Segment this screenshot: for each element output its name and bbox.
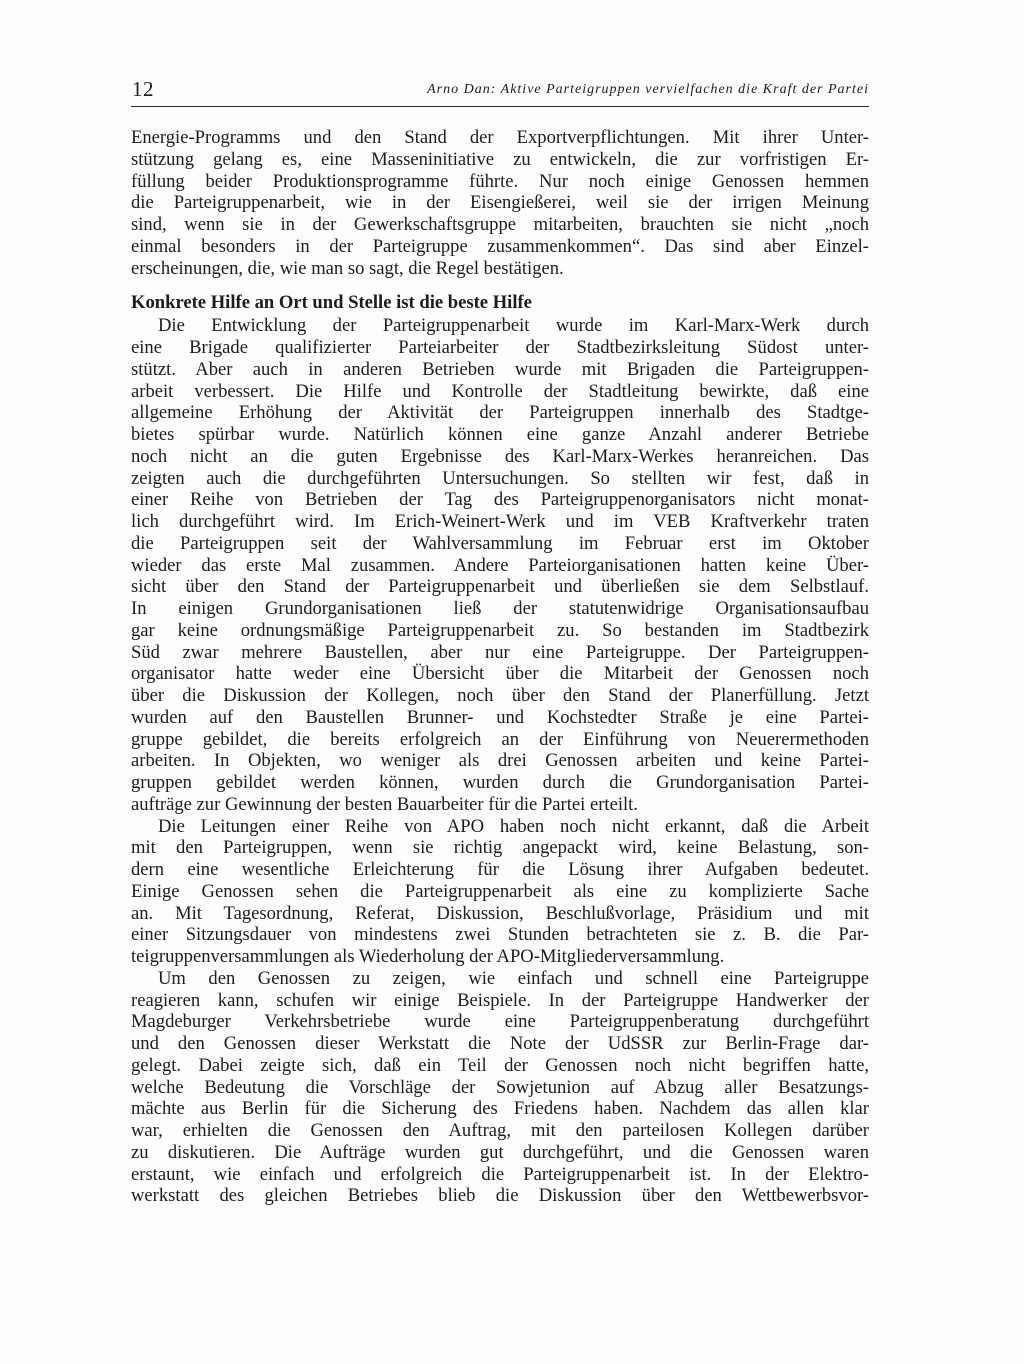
text-line: gruppe gebildet, die bereits erfolgreich an der Einführung von Neuerermethoden [131,728,869,750]
text-line: wieder das erste Mal zusammen. Andere Parteiorganisationen hatten keine Über- [131,554,869,576]
text-line: erscheinungen, die, wie man so sagt, die Regel bestätigen. [131,257,564,279]
text-line: welche Bedeutung die Vorschläge der Sowjetunion auf Abzug aller Besatzungs- [131,1076,869,1098]
text-line: dern eine wesentliche Erleichterung für die Lösung ihrer Aufgaben bedeutet. [131,859,869,880]
text-line: In einigen Grundorganisationen ließ der statutenwidrige Organisationsaufbau [131,598,869,619]
text-line: Um den Genossen zu zeigen, wie einfach und schnell eine Parteigruppe [158,967,869,989]
text-line: Süd zwar mehrere Baustellen, aber nur eine Parteigruppe. Der Parteigruppen- [131,641,869,663]
text-line: über die Diskussion der Kollegen, noch über den Stand der Planerfüllung. Jetzt [131,685,869,706]
text-line: teigruppenversammlungen als Wiederholung der APO-Mitgliederversammlung. [131,946,725,967]
text-line: war, erhielten die Genossen den Auftrag, mit den parteilosen Kollegen darüber [131,1120,869,1141]
text-line: einer Reihe von Betrieben der Tag des Parteigruppenorganisators nicht monat- [131,489,869,511]
text-line: zeigten auch die durchgeführten Untersuchungen. So stellten wir fest, daß in [131,467,869,489]
text-line: mächte aus Berlin für die Sicherung des Friedens haben. Nachdem das allen klar [131,1098,869,1120]
text-line: gar keine ordnungsmäßige Parteigruppenarbeit zu. So bestanden im Stadtbezirk [131,619,869,641]
text-line: die Parteigruppenarbeit, wie in der Eisengießerei, weil sie der irrigen Meinung [131,192,869,214]
text-line: allgemeine Erhöhung der Aktivität der Parteigruppen innerhalb des Stadtge- [131,402,869,424]
text-line: Magdeburger Verkehrsbetriebe wurde eine Parteigruppenberatung durchgeführt [131,1011,869,1033]
text-line: lich durchgeführt wird. Im Erich-Weinert-Werk und im VEB Kraftverkehr traten [131,511,869,532]
page-body [131,127,869,1207]
text-line: Die Leitungen einer Reihe von APO haben noch nicht erkannt, daß die Arbeit [158,815,869,837]
text-line: eine Brigade qualifizierter Parteiarbeiter der Stadtbezirksleitung Südost unter- [131,337,869,358]
text-line: aufträge zur Gewinnung der besten Bauarbeiter für die Partei erteilt. [131,793,638,815]
paragraph-4 [131,968,869,1207]
section-heading: Konkrete Hilfe an Ort und Stelle ist die beste Hilfe [131,292,532,314]
text-line: und den Genossen dieser Werkstatt die Note der UdSSR zur Berlin-Frage dar- [131,1033,869,1054]
text-line: organisator hatte weder eine Übersicht über die Mitarbeit der Genossen noch [131,663,869,685]
text-line: gelegt. Dabei zeigte sich, daß ein Teil der Genossen noch nicht begriffen hatte, [131,1054,869,1076]
text-line: bietes spürbar wurde. Natürlich können eine ganze Anzahl anderer Betriebe [131,424,869,445]
text-line: füllung beider Produktionsprogramme führte. Nur noch einige Genossen hemmen [131,170,869,192]
text-line: gruppen gebildet werden können, wurden durch die Grundorganisation Partei- [131,772,869,793]
running-head: Arno Dan: Aktive Parteigruppen vervielfachen die Kraft der Partei [427,82,869,97]
text-line: stützung gelang es, eine Masseninitiative zu entwickeln, die zur vorfristigen Er- [131,148,869,170]
text-line: reagieren kann, schufen wir einige Beispiele. In der Parteigruppe Handwerker der [131,989,869,1011]
page-number: 12 [132,77,154,101]
text-line: einmal besonders in der Parteigruppe zusammenkommen“. Das sind aber Einzel- [131,235,869,257]
text-line: noch nicht an die guten Ergebnisse des Karl-Marx-Werkes heranreichen. Das [131,445,869,467]
text-line: stützt. Aber auch in anderen Betrieben wurde mit Brigaden die Parteigruppen- [131,358,869,380]
text-line: sind, wenn sie in der Gewerkschaftsgruppe mitarbeiten, brauchten sie nicht „noch [131,214,869,235]
text-line: Die Entwicklung der Parteigruppenarbeit wurde im Karl-Marx-Werk durch [158,315,869,337]
paragraph-2 [131,315,869,815]
text-line: wurden auf den Baustellen Brunner- und Kochstedter Straße je eine Partei- [131,706,869,728]
text-line: arbeit verbessert. Die Hilfe und Kontrolle der Stadtleitung bewirkte, daß eine [131,380,869,402]
text-line: Einige Genossen sehen die Parteigruppenarbeit als eine zu komplizierte Sache [131,880,869,902]
text-line: an. Mit Tagesordnung, Referat, Diskussion, Beschlußvorlage, Präsidium und mit [131,902,869,924]
paragraph-3 [131,816,869,968]
text-line: die Parteigruppen seit der Wahlversammlung im Februar erst im Oktober [131,532,869,554]
text-line: sicht über den Stand der Parteigruppenarbeit und überließen sie dem Selbstlauf. [131,576,869,598]
text-line: einer Sitzungsdauer von mindestens zwei Stunden betrachteten sie z. B. die Par- [131,924,869,946]
paragraph-1 [131,127,869,279]
text-line: erstaunt, wie einfach und erfolgreich die Parteigruppenarbeit ist. In der Elektro- [131,1163,869,1185]
page-header [131,76,869,107]
text-line: werkstatt des gleichen Betriebes blieb die Diskussion über den Wettbewerbsvor- [131,1185,869,1207]
text-line: arbeiten. In Objekten, wo weniger als drei Genossen arbeiten und keine Partei- [131,750,869,772]
text-line: zu diskutieren. Die Aufträge wurden gut durchgeführt, und die Genossen waren [131,1141,869,1163]
text-line: Energie-Programms und den Stand der Exportverpflichtungen. Mit ihrer Unter- [131,127,869,148]
text-line: mit den Parteigruppen, wenn sie richtig angepackt wird, keine Belastung, son- [131,837,869,859]
